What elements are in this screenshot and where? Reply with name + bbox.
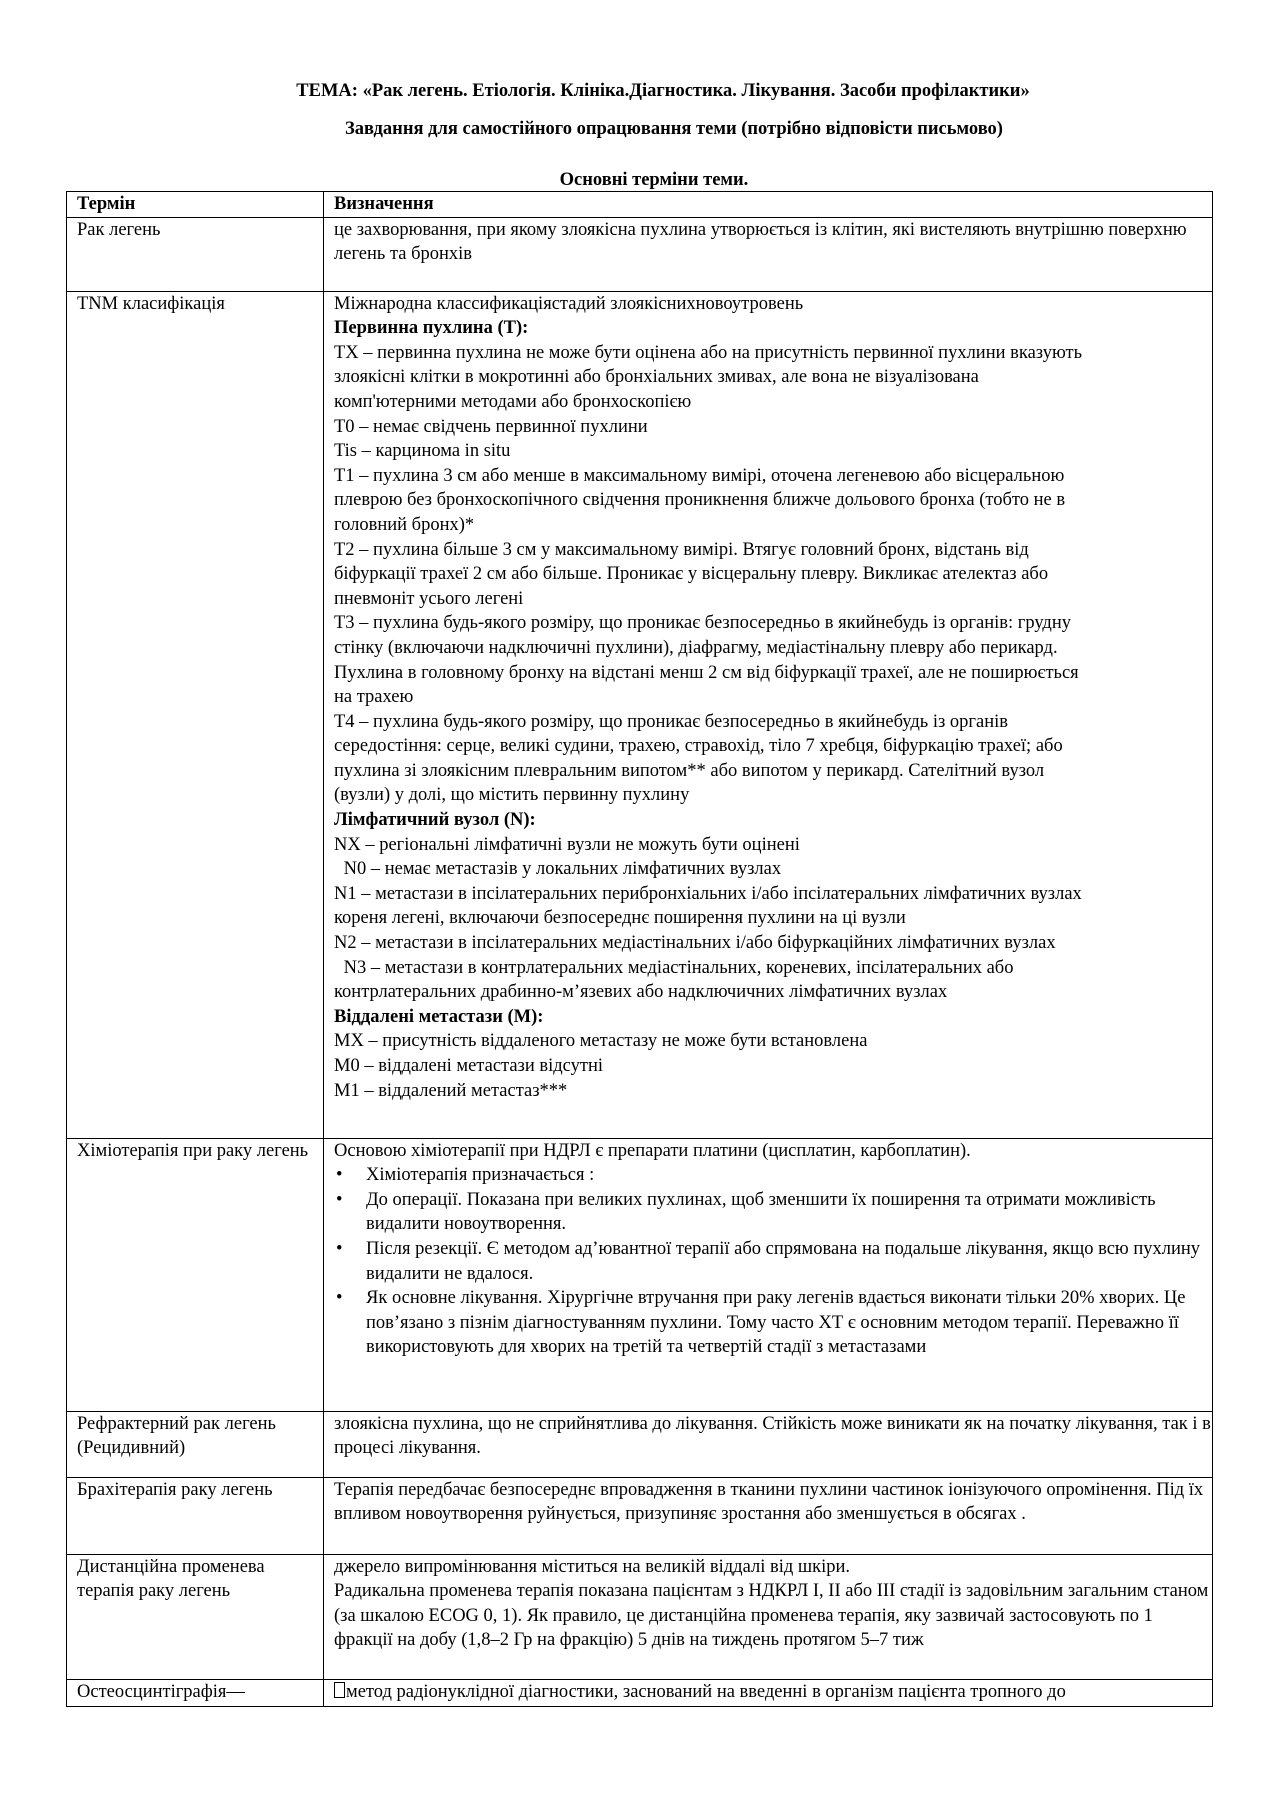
definition-cell: метод радіонуклідної діагностики, заснований на введенні в організм пацієнта тропного до — [324, 1679, 1213, 1706]
m-line: M1 – віддалений метастаз*** — [334, 1080, 568, 1101]
t-line: Пухлина в головному бронху на відстані менш 2 см від біфуркації трахеї, але не поширюється — [334, 662, 1079, 683]
m-line: M0 – віддалені метастази відсутні — [334, 1056, 604, 1076]
table-row — [67, 1679, 1213, 1706]
t-line: T0 – немає свідчень первинної пухлини — [334, 416, 648, 437]
table-row — [67, 1138, 1213, 1411]
t-line: стінку (включаючи надключичні пухлини), діафрагму, медіастінальну плевру або перикард. — [334, 637, 1058, 658]
t-line: T4 – пухлина будь-якого розміру, що проникає безпосередньо в якийнебудь із органів — [334, 711, 1008, 732]
chemo-bullet-list — [334, 1163, 1212, 1360]
list-item: • Хіміотерапія призначається : — [334, 1163, 1212, 1188]
t-line: плеврою без бронхоскопічного свідчення проникнення ближче дольового бронха (тобто не в — [334, 490, 1066, 511]
table-row — [67, 291, 1213, 1138]
term-cell: Дистанційна променева терапія раку легень — [67, 1554, 324, 1679]
term-cell: Рак легень — [67, 217, 324, 291]
list-item: • До операції. Показана при великих пухлинах, щоб зменшити їх поширення та отримати можливість видалити новоутворення. — [334, 1188, 1212, 1237]
term-cell: TNM класифікація — [67, 291, 324, 1138]
n-line: N2 – метастази в іпсілатеральних медіастінальних і/або біфуркаційних лімфатичних вузлах — [334, 933, 1056, 954]
t-line: злоякісні клітки в мокротинні або бронхіальних змивах, але вона не візуалізована — [334, 367, 979, 388]
term-cell: Брахітерапія раку легень — [67, 1477, 324, 1554]
t-line: пухлина зі злоякісним плевральним випотом** або випотом у перикард. Сателітний вузол — [334, 760, 1045, 781]
list-item: • Як основне лікування. Хірургічне втручання при раку легенів вдається виконати тільки 20% хворих. Це пов’язано з пізнім діагностуванням пухлини. Тому часто ХТ є основним методом терапії. Переважно її використовують для хворих на третій та четвертій стадії з метастазами — [334, 1286, 1212, 1360]
term-cell: Остеосцинтіграфія— — [67, 1679, 324, 1706]
m-line: MX – присутність віддаленого метастазу не може бути встановлена — [334, 1031, 868, 1052]
chemo-intro: Основою хіміотерапії при НДРЛ є препарати платини (цисплатин, карбоплатин). — [334, 1140, 971, 1161]
t-line: головний бронх)* — [334, 514, 475, 535]
definition-cell: злоякісна пухлина, що не сприйнятлива до лікування. Стійкість може виникати як на початку лікування, так і в процесі лікування. — [324, 1411, 1213, 1477]
n-heading: Лімфатичний вузол (N): — [334, 810, 536, 831]
n-line: кореня легені, включаючи безпосереднє поширення пухлини на ці вузли — [334, 908, 906, 929]
n-line: N1 – метастази в іпсілатеральних перибронхіальних і/або іпсілатеральних лімфатичних вузлах — [334, 883, 1082, 904]
n-line: N0 – немає метастазів у локальних лімфатичних вузлах — [339, 859, 782, 880]
n-line: N3 – метастази в контрлатеральних медіастінальних, кореневих, іпсілатеральних або — [339, 957, 1014, 978]
distant-def: Радикальна променева терапія показана пацієнтам з НДКРЛ I, II або III стадії із задовільним загальним станом (за шкалою ECOG 0, 1). Як правило, це дистанційна променева терапія, яку зазвичай застосовують по 1 фракції на добу (1,8–2 Гр на фракцію) 5 днів на тиждень протягом 5–7 тиж — [334, 1581, 1209, 1651]
table-row — [67, 217, 1213, 291]
list-item: • Після резекції. Є методом ад’ювантної терапії або спрямована на подальше лікування, якщо всю пухлину видалити не вдалося. — [334, 1237, 1212, 1286]
table-row — [67, 1411, 1213, 1477]
term-cell: Рефрактерний рак легень (Рецидивний) — [67, 1411, 324, 1477]
t-line: T1 – пухлина 3 см або менше в максимальному вимірі, оточена легеневою або вісцеральною — [334, 465, 1065, 486]
definition-cell — [324, 1554, 1213, 1679]
distant-line1: джерело випромінювання міститься на великій віддалі від шкіри. — [334, 1556, 851, 1577]
tnm-intro: Міжнародна классификаціястадий злоякіснихновоутровень — [334, 293, 804, 314]
t-line: (вузли) у долі, що містить первинну пухлину — [334, 785, 690, 806]
definition-cell: це захворювання, при якому злоякісна пухлина утворюється із клітин, які вистеляють внутрішню поверхню легень та бронхів — [324, 217, 1213, 291]
definition-cell — [324, 1138, 1213, 1411]
t-line: комп'ютерними методами або бронхоскопією — [334, 391, 692, 412]
missing-glyph-icon — [334, 1682, 345, 1698]
table-row — [67, 1554, 1213, 1679]
definition-cell — [324, 291, 1213, 1138]
t-line: середостіння: серце, великі судини, трахею, стравохід, тіло 7 хребця, біфуркацію трахеї; або — [334, 736, 1063, 757]
table-caption: Основні терміни теми. — [559, 170, 749, 190]
t-line: Tis – карцинома in situ — [334, 441, 511, 462]
t-line: біфуркації трахеї 2 см або більше. Проникає у вісцеральну плевру. Викликає ателектаз або — [334, 564, 1049, 585]
t-line: T2 – пухлина більше 3 см у максимальному вимірі. Втягує головний бронх, відстань від — [334, 539, 1029, 560]
header-term: Термін — [67, 192, 324, 218]
document-subtitle: Завдання для самостійного опрацювання теми (потрібно відповісти письмово) — [345, 119, 1003, 139]
terms-table — [66, 191, 1213, 1707]
term-cell: Хіміотерапія при раку легень — [67, 1138, 324, 1411]
definition-cell: Терапія передбачає безпосереднє впровадження в тканини пухлини частинок іонізуючого опромінення. Під їх впливом новоутворення руйнується, призупиняє зростання або зменшується в обсягах . — [324, 1477, 1213, 1554]
t-line: на трахею — [334, 687, 414, 708]
t-heading: Первинна пухлина (T): — [334, 318, 529, 339]
t-line: TX – первинна пухлина не може бути оцінена або на присутність первинної пухлини вказують — [334, 342, 1083, 363]
table-header-row — [67, 192, 1213, 218]
n-line: контрлатеральних драбинно-м’язевих або надключичних лімфатичних вузлах — [334, 982, 948, 1003]
m-heading: Віддалені метастази (M): — [334, 1006, 544, 1027]
t-line: T3 – пухлина будь-якого розміру, що проникає безпосередньо в якийнебудь із органів: грудну — [334, 613, 1071, 634]
table-row — [67, 1477, 1213, 1554]
header-definition: Визначення — [324, 192, 1213, 218]
document-title: ТЕМА: «Рак легень. Етіологія. Клініка.Діагностика. Лікування. Засоби профілактики» — [296, 81, 1030, 101]
t-line: пневмоніт усього легені — [334, 588, 524, 609]
n-line: NX – регіональні лімфатичні вузли не можуть бути оцінені — [334, 834, 800, 855]
